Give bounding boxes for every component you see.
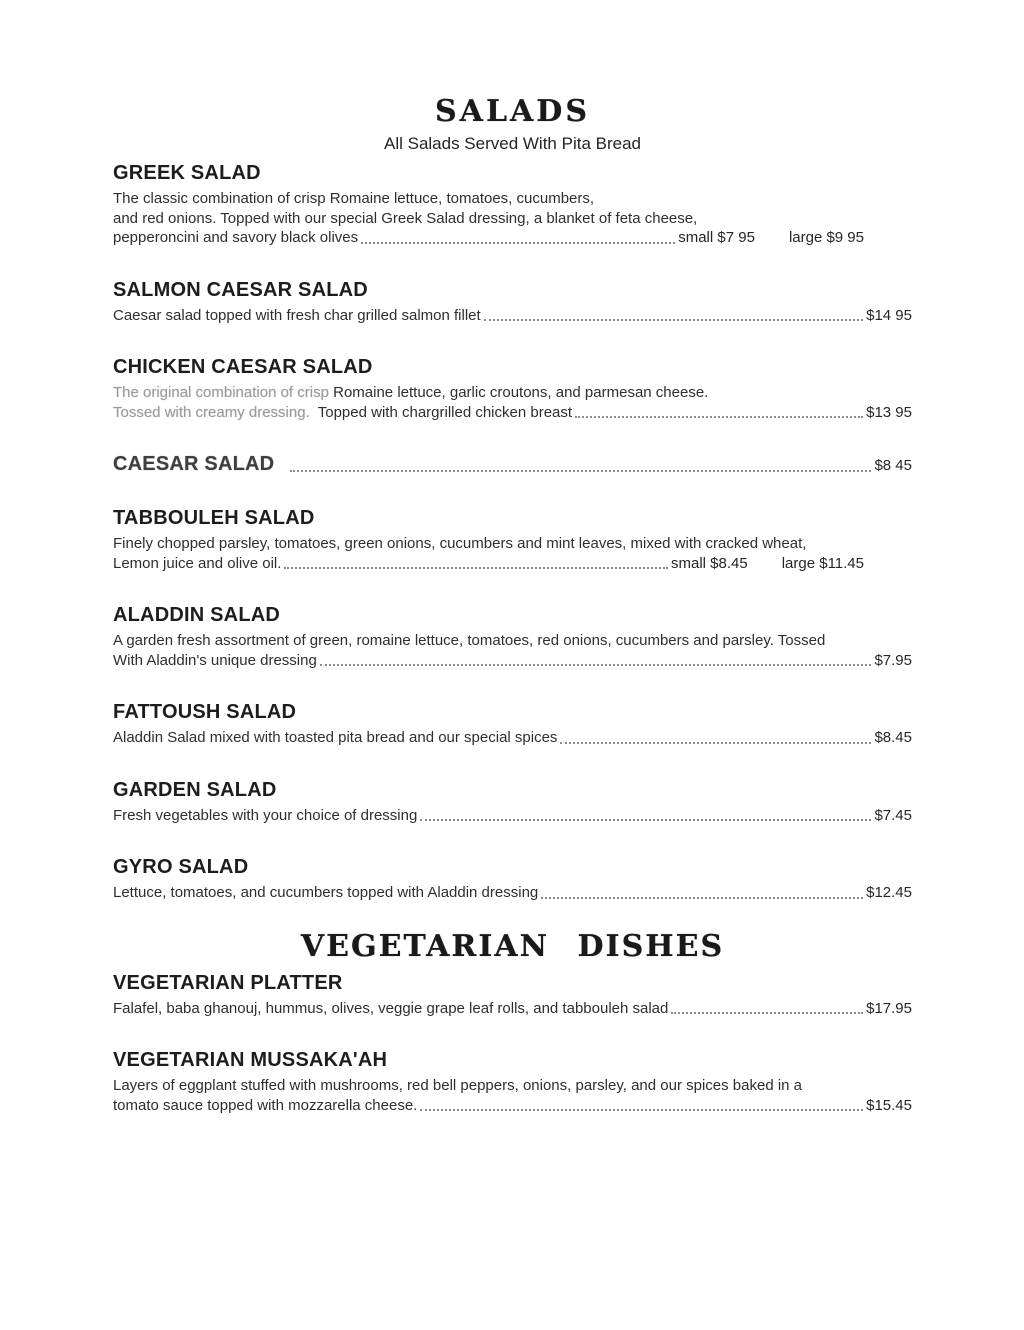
faded-text-segment: The original combination of crisp — [113, 384, 329, 401]
menu-item-vegetarian-platter — [113, 971, 912, 1019]
menu-item-price-large: large $11.45 — [781, 554, 864, 572]
dotted-leader — [484, 319, 863, 321]
menu-item-name: GREEK SALAD — [113, 162, 261, 184]
menu-item-name: CHICKEN CAESAR SALAD — [113, 356, 373, 378]
menu-item-price: $15.45 — [866, 1096, 912, 1114]
menu-item-name: SALMON CAESAR SALAD — [113, 278, 368, 301]
menu-item-name: GARDEN SALAD — [113, 778, 277, 801]
dotted-leader — [290, 470, 871, 472]
menu-item-description: Lettuce, tomatoes, and cucumbers topped with Aladdin dressing — [113, 884, 539, 901]
menu-item-description: A garden fresh assortment of green, romaine lettuce, tomatoes, red onions, cucumbers and parsley. Tossed — [113, 632, 826, 649]
menu-item-name: GYRO SALAD — [113, 856, 249, 878]
menu-item-description: tomato sauce topped with mozzarella cheese. — [113, 1096, 418, 1114]
menu-item-name: VEGETARIAN MUSSAKA'AH — [113, 1049, 388, 1071]
menu-item-price-line — [113, 728, 912, 748]
menu-item-price-line — [113, 806, 912, 826]
menu-item-price-line — [113, 651, 912, 671]
menu-item-price: $12.45 — [866, 884, 912, 901]
section-vegetarian-dishes — [113, 929, 912, 1116]
menu-item-price-line — [113, 999, 912, 1019]
dotted-leader — [284, 567, 668, 569]
menu-item-name: TABBOULEH SALAD — [113, 507, 315, 529]
dotted-leader — [671, 1012, 863, 1014]
menu-item-price: $13 95 — [866, 403, 912, 421]
menu-item-price: $8.45 — [874, 729, 912, 746]
menu-item-caesar-salad — [113, 452, 912, 476]
menu-item-description: and red onions. Topped with our special Greek Salad dressing, a blanket of feta cheese, — [113, 209, 698, 227]
dotted-leader — [320, 664, 872, 666]
menu-item-name: ALADDIN SALAD — [113, 604, 281, 626]
dotted-leader — [575, 416, 863, 418]
menu-item-garden-salad — [113, 778, 912, 826]
menu-item-description: With Aladdin's unique dressing — [113, 651, 317, 669]
menu-item-description: Falafel, baba ghanouj, hummus, olives, veggie grape leaf rolls, and tabbouleh salad — [113, 999, 669, 1017]
section-title-salads: SALADS — [435, 94, 590, 129]
menu-item-description: pepperoncini and savory black olives — [113, 229, 359, 246]
menu-item-vegetarian-mussakaah — [113, 1048, 912, 1115]
text-segment: Topped with chargrilled chicken breast — [317, 403, 573, 421]
menu-item-price-line — [113, 403, 912, 423]
menu-item-chicken-caesar-salad — [113, 355, 912, 422]
dotted-leader — [560, 742, 871, 744]
menu-item-price-line — [113, 306, 912, 326]
section-salads — [113, 94, 912, 903]
menu-item-aladdin-salad — [113, 603, 912, 670]
menu-item-price-line — [113, 452, 912, 476]
menu-item-fattoush-salad — [113, 700, 912, 748]
dotted-leader — [541, 897, 863, 899]
section-subtitle-salads: All Salads Served With Pita Bread — [383, 134, 641, 153]
menu-item-name: VEGETARIAN PLATTER — [113, 971, 343, 994]
dotted-leader — [420, 1109, 863, 1111]
menu-item-description: Caesar salad topped with fresh char grilled salmon fillet — [113, 306, 481, 324]
menu-item-greek-salad — [113, 161, 912, 248]
dotted-leader — [361, 242, 675, 244]
menu-item-description: Fresh vegetables with your choice of dressing — [113, 806, 418, 824]
menu-item-description — [113, 383, 912, 403]
menu-item-gyro-salad — [113, 855, 912, 903]
menu-item-description: Lemon juice and olive oil. — [113, 554, 282, 572]
text-segment: Romaine lettuce, garlic croutons, and parmesan cheese. — [333, 384, 709, 401]
menu-item-price: $7.45 — [874, 806, 912, 824]
menu-item-description: The classic combination of crisp Romaine lettuce, tomatoes, cucumbers, — [113, 190, 595, 207]
menu-item-price: $17.95 — [866, 999, 912, 1017]
dotted-leader — [420, 819, 871, 821]
section-body-vegetarian — [113, 971, 912, 1116]
menu-item-price-large: large $9 95 — [788, 229, 864, 246]
faded-text-segment: Tossed with creamy dressing. — [113, 403, 310, 421]
menu-item-price-small: small $8.45 — [670, 554, 748, 572]
menu-item-name: CAESAR SALAD — [113, 453, 275, 475]
menu-item-price: $14 95 — [866, 306, 912, 324]
menu-item-price: $7.95 — [874, 651, 912, 669]
section-title-vegetarian-dishes: VEGETARIAN DISHES — [300, 928, 725, 964]
menu-item-salmon-caesar-salad — [113, 278, 912, 326]
menu-item-price-line — [113, 554, 912, 574]
menu-item-name: FATTOUSH SALAD — [113, 701, 297, 723]
menu-item-tabbouleh-salad — [113, 506, 912, 573]
section-body-salads — [113, 161, 912, 903]
menu-item-price-line — [113, 228, 912, 248]
menu-item-price-line — [113, 883, 912, 903]
menu-item-description: Aladdin Salad mixed with toasted pita bread and our special spices — [113, 729, 558, 746]
menu-item-price-line — [113, 1096, 912, 1116]
menu-item-description: Layers of eggplant stuffed with mushrooms, red bell peppers, onions, parsley, and our spices baked in a — [113, 1077, 803, 1094]
menu-item-price-small: small $7 95 — [678, 229, 755, 246]
menu-item-price: $8 45 — [874, 457, 912, 474]
menu-item-description: Finely chopped parsley, tomatoes, green onions, cucumbers and mint leaves, mixed with cracked wheat, — [113, 535, 807, 552]
